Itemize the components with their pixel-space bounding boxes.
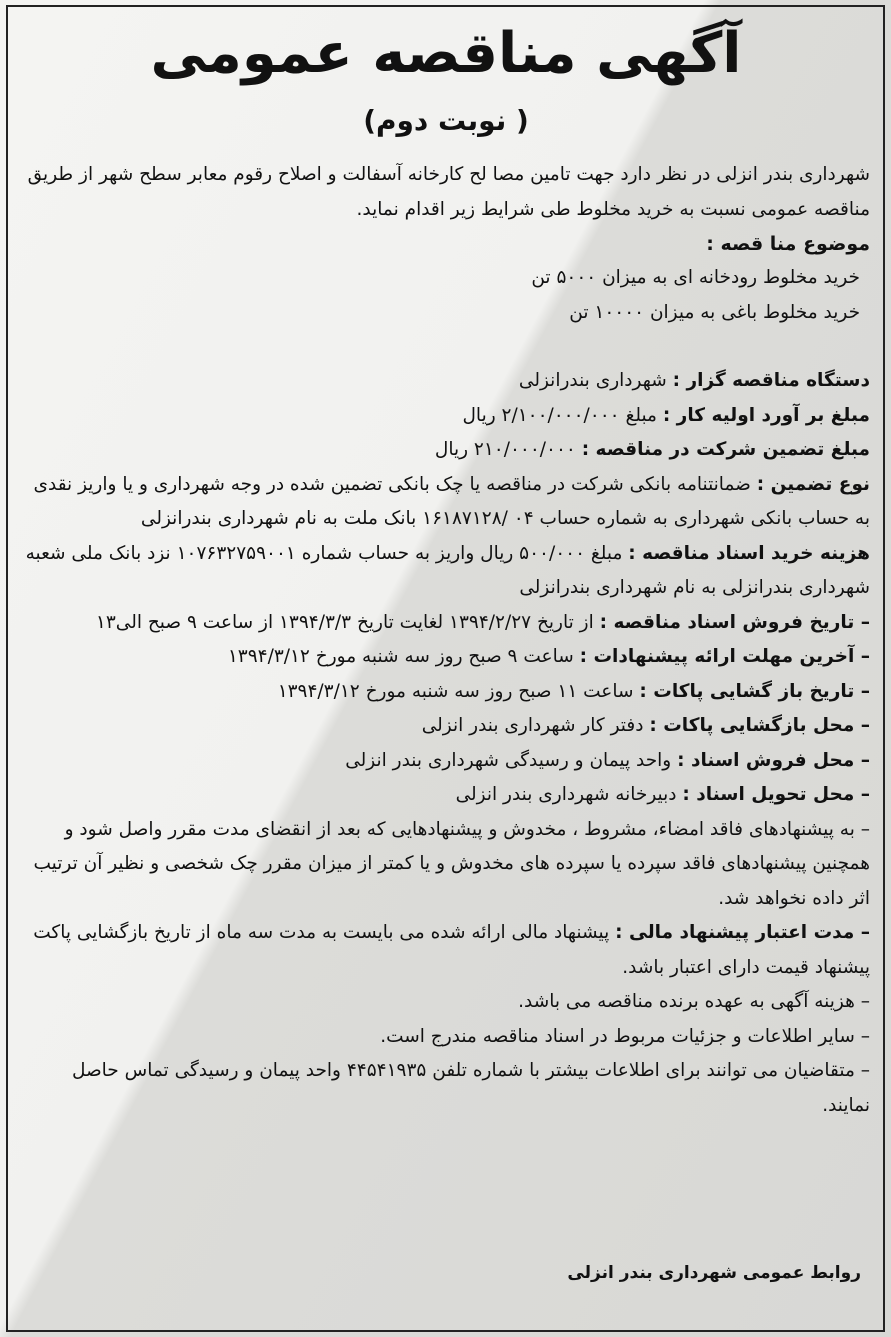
delivery-place-value: دبیرخانه شهرداری بندر انزلی: [455, 784, 677, 805]
deadline-label: – آخرین مهلت ارائه پیشنهادات :: [579, 646, 870, 667]
intro-paragraph: شهرداری بندر انزلی در نظر دارد جهت تامین مصا لح کارخانه آسفالت و اصلاح رقوم معابر سطح شهر از طریق مناقصه عمومی نسبت به خرید مخلوط طی شرایط زیر اقدام نماید.: [27, 164, 870, 220]
estimate-value: مبلغ ۲/۱۰۰/۰۰۰/۰۰۰ ریال: [462, 404, 657, 426]
sale-date-value: از تاریخ ۱۳۹۴/۲/۲۷ لغایت تاریخ ۱۳۹۴/۳/۳ از ساعت ۹ صبح الی۱۳: [95, 611, 594, 633]
sale-date-label: – تاریخ فروش اسناد مناقصه :: [599, 611, 870, 633]
guarantee-amount-label: مبلغ تضمین شرکت در مناقصه :: [581, 439, 870, 460]
invalid-bids-note: – به پیشنهادهای فاقد امضاء، مشروط ، مخدوش و پیشنهادهایی که بعد از انقضای مدت مقرر واصل شود و همچنین پیشنهادهای فاقد سپرده یا سپرده های مخدوش و یا کمتر از میزان مقرر چک شخصی و نظیر آن ترتیب اثر داده نخواهد شد.: [33, 818, 870, 909]
delivery-place-label: – محل تحویل اسناد :: [682, 784, 870, 805]
organizer-value: شهرداری بندرانزلی: [518, 370, 667, 391]
opening-date-value: ساعت ۱۱ صبح روز سه شنبه مورخ ۱۳۹۴/۳/۱۲: [277, 680, 634, 702]
doc-cost-label: هزینه خرید اسناد مناقصه :: [628, 542, 870, 564]
other-info-note: – سایر اطلاعات و جزئیات مربوط در اسناد مناقصه مندرج است.: [380, 1025, 870, 1047]
opening-place-value: دفتر کار شهرداری بندر انزلی: [421, 715, 644, 736]
guarantee-amount-line: [22, 433, 870, 468]
subject-item: خرید مخلوط رودخانه ای به میزان ۵۰۰۰ تن: [531, 267, 860, 288]
deadline-line: [22, 640, 870, 675]
sale-date-paragraph: [22, 606, 870, 641]
organizer-label: دستگاه مناقصه گزار :: [672, 370, 870, 391]
ad-subtitle: ( نوبت دوم): [363, 104, 529, 137]
opening-date-line: [22, 675, 870, 710]
sale-place-line: [22, 744, 870, 779]
guarantee-type-value: ضمانتنامه بانکی شرکت در مناقصه یا چک بانکی تضمین شده در وجه شهرداری و یا واریز نقدی به حساب بانکی شهرداری به شماره حساب ۰۴ /۱۶۱۸۷۱۲۸ بانک ملت به نام شهرداری بندرانزلی: [33, 473, 870, 529]
subject-heading: موضوع منا قصه :: [706, 233, 870, 255]
sale-place-value: واحد پیمان و رسیدگی شهرداری بندر انزلی: [345, 749, 672, 771]
doc-cost-paragraph: [22, 537, 870, 606]
ad-content: [22, 12, 870, 1123]
validity-label: – مدت اعتبار پیشنهاد مالی :: [615, 922, 870, 943]
opening-place-line: [22, 709, 870, 744]
validity-paragraph: [22, 916, 870, 985]
spacer: [22, 330, 870, 364]
organizer-line: [22, 364, 870, 399]
estimate-label: مبلغ بر آورد اولیه کار :: [662, 404, 870, 426]
delivery-place-line: [22, 778, 870, 813]
validity-value: پیشنهاد مالی ارائه شده می بایست به مدت سه ماه از تاریخ بازگشایی پاکت پیشنهاد قیمت دارای اعتبار باشد.: [33, 922, 870, 978]
contact-note: – متقاضیان می توانند برای اطلاعات بیشتر با شماره تلفن ۴۴۵۴۱۹۳۵ واحد پیمان و رسیدگی تماس حاصل نمایند.: [71, 1060, 870, 1116]
doc-cost-value: مبلغ ۵۰۰/۰۰۰ ریال واریز به حساب شماره ۱۰۷۶۳۲۷۵۹۰۰۱ نزد بانک ملی شعبه شهرداری بندرانزلی به نام شهرداری بندرانزلی: [25, 542, 870, 598]
guarantee-type-label: نوع تضمین :: [756, 473, 870, 495]
estimate-line: [22, 399, 870, 434]
subject-item: خرید مخلوط باغی به میزان ۱۰۰۰۰ تن: [569, 301, 860, 323]
opening-date-label: – تاریخ باز گشایی پاکات :: [639, 680, 870, 702]
guarantee-amount-value: ۲۱۰/۰۰۰/۰۰۰ ریال: [434, 439, 576, 460]
public-relations-signature: روابط عمومی شهرداری بندر انزلی: [567, 1263, 861, 1283]
guarantee-type-paragraph: [22, 468, 870, 537]
ad-title: آگهی مناقصه عمومی: [150, 21, 742, 86]
opening-place-label: – محل بازگشایی پاکات :: [649, 715, 870, 736]
sale-place-label: – محل فروش اسناد :: [677, 749, 870, 771]
deadline-value: ساعت ۹ صبح روز سه شنبه مورخ ۱۳۹۴/۳/۱۲: [227, 646, 574, 667]
ad-cost-note: – هزینه آگهی به عهده برنده مناقصه می باشد.: [518, 991, 870, 1012]
